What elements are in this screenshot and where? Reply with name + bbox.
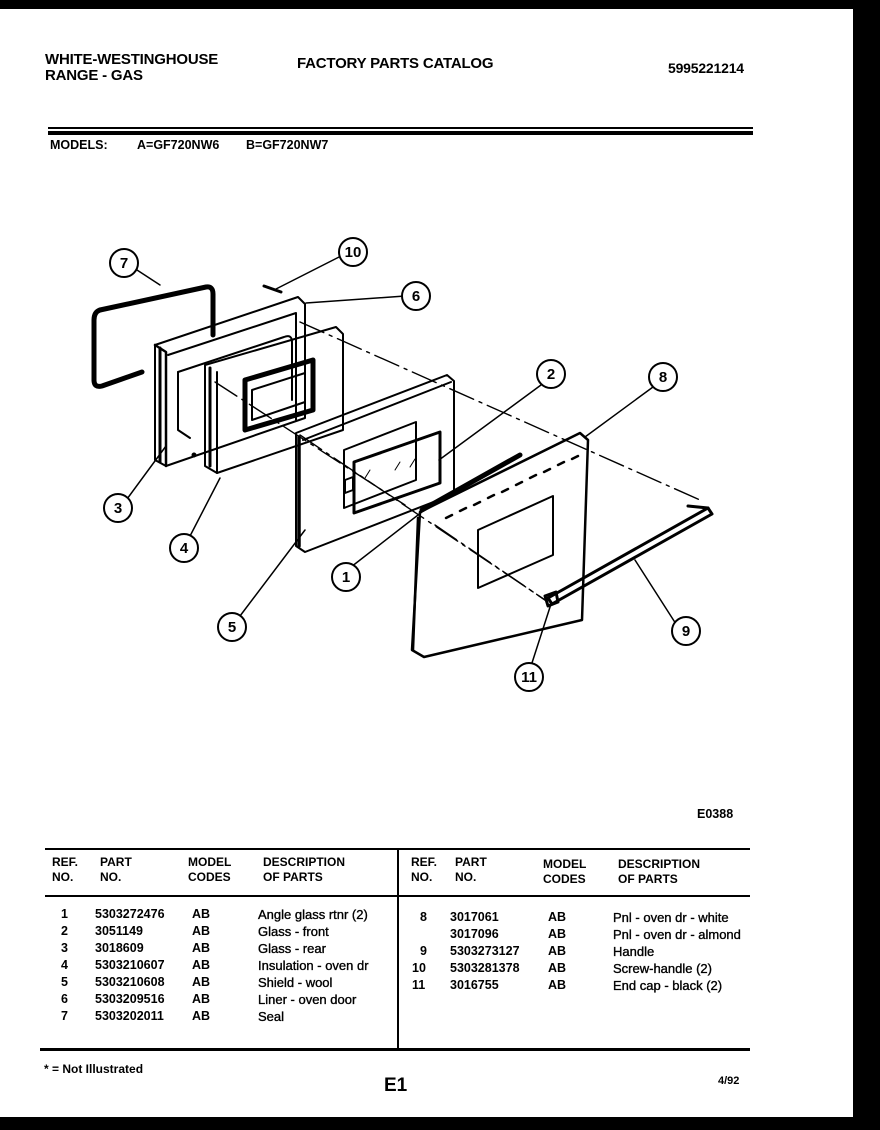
- callout-label-5: 5: [227, 619, 237, 636]
- catalog-title: FACTORY PARTS CATALOG: [297, 55, 494, 72]
- table-row: 9 5303273127 AB Handle: [420, 944, 655, 959]
- table-row: 8 3017061 AB Pnl - oven dr - white: [420, 910, 729, 925]
- callout-label-3: 3: [113, 500, 123, 517]
- table-row: 3 3018609 AB Glass - rear: [61, 941, 326, 956]
- part-6-liner: [155, 297, 305, 466]
- part-5-shield: [296, 375, 454, 552]
- header-description: DESCRIPTION OF PARTS: [263, 855, 346, 884]
- model-a: A=GF720NW6: [137, 138, 220, 152]
- table-row: 10 5303281378 AB Screw-handle (2): [412, 961, 712, 976]
- catalog-page: [0, 9, 853, 1117]
- product-type: RANGE - GAS: [45, 67, 143, 84]
- callout-label-1: 1: [341, 569, 351, 586]
- brand-name: WHITE-WESTINGHOUSE: [45, 51, 219, 68]
- header-ref-no: REF. NO.: [52, 855, 79, 884]
- table-row: 4 5303210607 AB Insulation - oven dr: [61, 958, 369, 973]
- table-row: 6 5303209516 AB Liner - oven door: [61, 992, 357, 1007]
- table-row: 11 3016755 AB End cap - black (2): [412, 978, 723, 993]
- part-1-retainer: [422, 455, 520, 510]
- table-row: 2 3051149 AB Glass - front: [61, 924, 329, 939]
- callout-label-6: 6: [411, 288, 421, 305]
- not-illustrated-note: * = Not Illustrated: [44, 1062, 144, 1076]
- header-ref-no-right: REF. NO.: [411, 855, 438, 884]
- figure-id: E0388: [697, 807, 734, 821]
- callout-label-7: 7: [119, 255, 129, 272]
- models-label: MODELS:: [50, 138, 108, 152]
- part-9-handle: [548, 506, 712, 604]
- callout-label-10: 10: [344, 244, 362, 261]
- callout-label-8: 8: [658, 369, 668, 386]
- header-part-no-right: PART NO.: [455, 855, 487, 884]
- table-row: 1 5303272476 AB Angle glass rtnr (2): [61, 907, 368, 922]
- callout-label-2: 2: [546, 366, 556, 383]
- table-row: 5 5303210608 AB Shield - wool: [61, 975, 333, 990]
- header-model-codes: MODEL CODES: [188, 855, 232, 884]
- table-row: 3017096 AB Pnl - oven dr - almond: [450, 927, 741, 942]
- callout-label-4: 4: [179, 540, 189, 557]
- model-b: B=GF720NW7: [246, 138, 329, 152]
- callout-label-9: 9: [681, 623, 691, 640]
- revision-date: 4/92: [718, 1075, 740, 1087]
- header-description-right: DESCRIPTION OF PARTS: [618, 857, 701, 886]
- table-row: 7 5303202011 AB Seal: [61, 1009, 285, 1024]
- part-7-seal: [94, 287, 213, 387]
- table-bottom-rule: [40, 1048, 750, 1051]
- header-part-no: PART NO.: [100, 855, 132, 884]
- page-number: E1: [384, 1075, 408, 1096]
- header-model-codes-right: MODEL CODES: [543, 857, 587, 886]
- catalog-number: 5995221214: [668, 60, 744, 76]
- callout-label-11: 11: [521, 669, 537, 686]
